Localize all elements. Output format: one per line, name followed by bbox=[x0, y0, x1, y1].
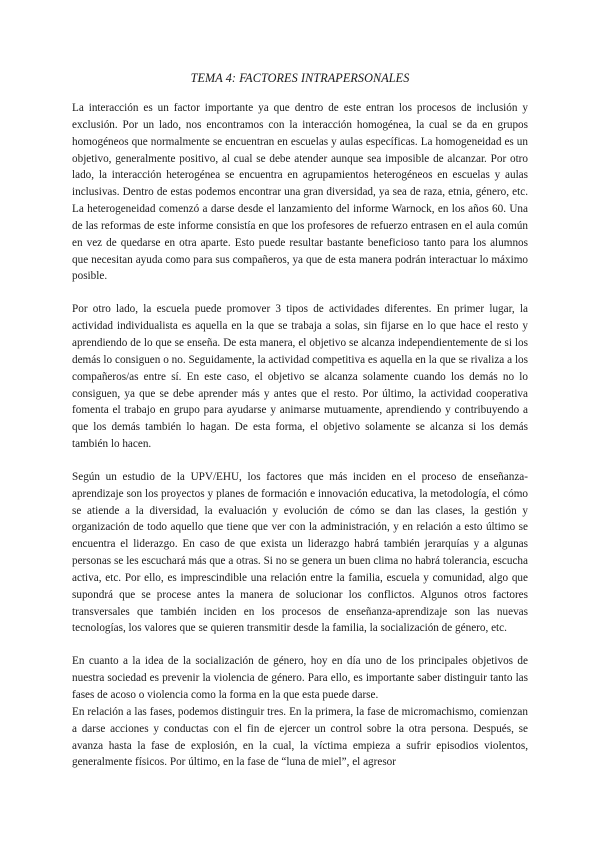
paragraph-spacer bbox=[72, 637, 528, 653]
paragraph-interaction: La interacción es un factor importante ya que dentro de este entran los procesos de inclusión y exclusión. Por un lado, nos encontramos con la interacción homogénea, la cual se da en grupos homogéneos que normalmente se encuentran en escuelas y aulas específicas. La homogeneidad es un objetivo, generalmente positivo, al cual se debe atender aunque sea imposible de alcanzar. Por otro lado, la interacción heterogénea se encuentra en agrupamientos heterogéneos en escuelas y aulas inclusivas. Dentro de estas podemos encontrar una gran diversidad, ya sea de raza, etnia, género, etc. La heterogeneidad comenzó a darse desde el lanzamiento del informe Warnock, en los años 60. Una de las reformas de este informe consistía en que los profesores de refuerzo entrasen en el aula común en vez de quedarse en otra aparte. Esto puede resultar bastante beneficioso tanto para los alumnos que necesitan ayuda como para sus compañeros, ya que de esta manera podrán interactuar lo máximo posible. bbox=[72, 102, 528, 283]
document-page bbox=[72, 70, 528, 771]
paragraph-factors: Según un estudio de la UPV/EHU, los factores que más inciden en el proceso de enseñanza-aprendizaje son los proyectos y planes de formación e innovación educativa, la metodología, el cómo se atiende a la diversidad, la evaluación y evolución de cómo se dan las clases, la gestión y organización de todo aquello que tiene que ver con la administración, y en relación a esto último se encuentra el liderazgo. En caso de que exista un liderazgo habrá también jerarquías y a algunas personas se les escuchará más que a otras. Si no se genera un buen clima no habrá tolerancia, escucha activa, etc. Por ello, es imprescindible una relación entre la familia, escuela y comunidad, algo que supondrá que se procese antes la manera de solucionar los conflictos. Algunos otros factores transversales que también inciden en los procesos de enseñanza-aprendizaje son las nuevas tecnologías, los valores que se quieren transmitir desde la familia, la socialización de género, etc. bbox=[72, 470, 528, 635]
document-title: TEMA 4: FACTORES INTRAPERSONALES bbox=[190, 71, 410, 85]
paragraph-spacer bbox=[72, 285, 528, 301]
paragraph-activities: Por otro lado, la escuela puede promover 3 tipos de actividades diferentes. En primer lugar, la actividad individualista es aquella en la que se trabaja a solas, sin fijarse en lo que hace el resto y aprendiendo de lo que se enseña. De esta manera, el objetivo se alcanza independientemente de si los demás lo consiguen o no. Seguidamente, la actividad competitiva es aquella en la que se rivaliza a los compañeros/as entre sí. En este caso, el objetivo se alcanza solamente cuando los demás no lo consiguen, ya que se debe aprender más y antes que el resto. Por último, la actividad cooperativa fomenta el trabajo en grupo para ayudarse y animarse mutuamente, aprendiendo y contribuyendo a que los demás también lo hagan. De esta forma, el objetivo solamente se alcanza si los demás también lo hacen. bbox=[72, 303, 528, 451]
paragraph-gender-socialization: En cuanto a la idea de la socialización de género, hoy en día uno de los principales objetivos de nuestra sociedad es prevenir la violencia de género. Para ello, es importante saber distinguir tanto las fases de acoso o violencia como la forma en la que esta puede darse. bbox=[72, 655, 528, 701]
paragraph-spacer bbox=[72, 453, 528, 469]
paragraph-phases: En relación a las fases, podemos distinguir tres. En la primera, la fase de micromachismo, comienzan a darse acciones y conductas con el fin de ejercer un control sobre la otra persona. Después, se avanza hasta la fase de explosión, en la cual, la víctima empieza a sufrir episodios violentos, generalmente físicos. Por último, en la fase de “luna de miel”, el agresor bbox=[72, 705, 528, 769]
